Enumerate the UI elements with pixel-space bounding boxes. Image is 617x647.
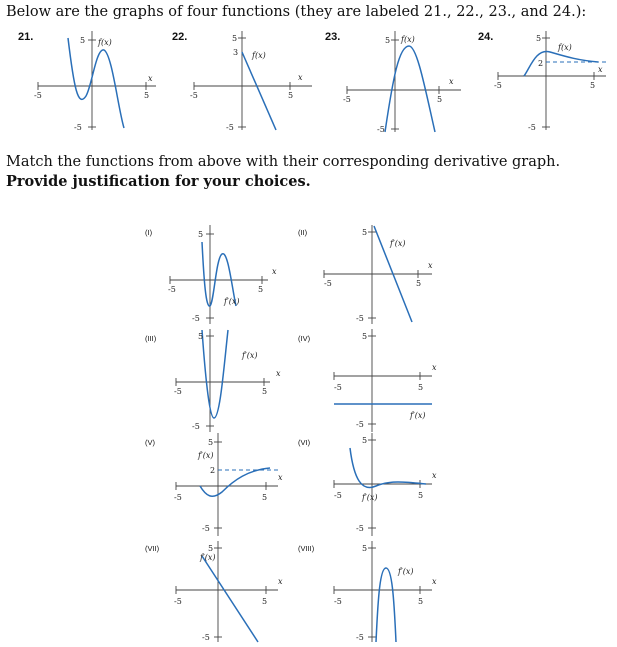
tick-label-x-neg: -5 xyxy=(174,597,182,606)
function-graph-23 xyxy=(343,28,471,134)
derivative-graph-VI xyxy=(320,430,450,538)
graph-label-IV: (IV) xyxy=(298,334,311,343)
axis-label-x: x xyxy=(278,473,283,482)
tick-label-y-neg: -5 xyxy=(356,314,364,323)
curve-label: f′(x) xyxy=(390,239,406,248)
curve-label: f′(x) xyxy=(198,451,214,460)
curve-label: f′(x) xyxy=(200,553,216,562)
derivative-graph-I xyxy=(166,222,296,326)
derivative-graph-II xyxy=(320,222,450,326)
tick-label-y-pos: 5 xyxy=(362,436,368,445)
tick-label-y-neg: -5 xyxy=(356,633,364,642)
axis-label-x: x xyxy=(428,261,433,270)
tick-label-x-neg: -5 xyxy=(190,91,198,100)
axis-label-x: x xyxy=(432,363,437,372)
tick-label-y-pos: 5 xyxy=(536,34,542,43)
function-graph-22 xyxy=(190,28,318,132)
graph-label-I: (I) xyxy=(145,228,153,237)
tick-label-x-pos: 5 xyxy=(262,597,268,606)
axis-label-x: x xyxy=(278,577,283,586)
tick-label-y-pos: 5 xyxy=(208,544,214,553)
derivative-curve xyxy=(376,568,396,642)
curve-label: f(x) xyxy=(98,38,112,47)
tick-label-x-pos: 5 xyxy=(418,383,424,392)
tick-label-x-pos: 5 xyxy=(418,597,424,606)
tick-label-y-neg: -5 xyxy=(356,420,364,429)
axis-label-x: x xyxy=(148,74,153,83)
tick-label-y-pos: 5 xyxy=(385,36,391,45)
derivative-graph-III xyxy=(166,326,296,434)
graph-label-V: (V) xyxy=(145,438,155,447)
graph-label-II: (II) xyxy=(298,228,308,237)
axis-label-x: x xyxy=(432,471,437,480)
tick-label-y-neg: -5 xyxy=(226,123,234,132)
axis-label-x: x xyxy=(272,267,277,276)
tick-label-x-neg: -5 xyxy=(34,91,42,100)
axis-label-x: x xyxy=(432,577,437,586)
graph-label-22: 22. xyxy=(172,31,188,43)
derivative-graph-IV xyxy=(320,326,450,434)
intercept-label: 3 xyxy=(233,48,239,57)
tick-label-y-neg: -5 xyxy=(528,123,536,132)
asymptote-value: 2 xyxy=(210,466,216,475)
tick-label-x-pos: 5 xyxy=(262,387,268,396)
tick-label-y-pos: 5 xyxy=(80,36,86,45)
tick-label-y-neg: -5 xyxy=(377,125,385,134)
graph-label-VII: (VII) xyxy=(145,544,160,553)
tick-label-x-neg: -5 xyxy=(334,491,342,500)
derivative-curve xyxy=(202,556,258,642)
tick-label-y-neg: -5 xyxy=(356,524,364,533)
curve-label: f′(x) xyxy=(410,411,426,420)
graph-label-21: 21. xyxy=(18,31,34,43)
curve-label: f(x) xyxy=(558,43,572,52)
curve-label: f′(x) xyxy=(242,351,258,360)
asymptote-value: 2 xyxy=(538,59,544,68)
axis-label-x: x xyxy=(298,73,303,82)
tick-label-x-neg: -5 xyxy=(334,597,342,606)
graph-label-III: (III) xyxy=(145,334,157,343)
tick-label-x-pos: 5 xyxy=(288,91,294,100)
graph-label-23: 23. xyxy=(325,31,341,43)
curve-label: f′(x) xyxy=(224,297,240,306)
tick-label-y-neg: -5 xyxy=(202,633,210,642)
curve-label: f′(x) xyxy=(398,567,414,576)
tick-label-y-pos: 5 xyxy=(198,230,204,239)
tick-label-x-neg: -5 xyxy=(494,81,502,90)
function-graph-21 xyxy=(34,28,162,132)
prompt-text: Match the functions from above with their corresponding derivative graph. Provide justification for your choices. xyxy=(6,154,561,190)
derivative-curve xyxy=(202,330,228,418)
function-curve xyxy=(385,46,435,132)
graph-label-24: 24. xyxy=(478,31,494,43)
axis-label-x: x xyxy=(598,65,603,74)
tick-label-y-pos: 5 xyxy=(362,228,368,237)
tick-label-x-pos: 5 xyxy=(416,279,422,288)
axis-label-x: x xyxy=(276,369,281,378)
function-graph-24 xyxy=(494,28,612,132)
function-curve xyxy=(524,51,598,76)
tick-label-x-neg: -5 xyxy=(168,285,176,294)
tick-label-x-neg: -5 xyxy=(324,279,332,288)
tick-label-y-pos: 5 xyxy=(198,332,204,341)
tick-label-x-pos: 5 xyxy=(262,493,268,502)
tick-label-x-neg: -5 xyxy=(334,383,342,392)
function-curve xyxy=(68,38,124,128)
tick-label-x-neg: -5 xyxy=(174,493,182,502)
intro-text: Below are the graphs of four functions (they are labeled 21., 22., 23., and 24.): xyxy=(6,4,587,20)
derivative-curve xyxy=(350,448,426,487)
curve-label: f(x) xyxy=(401,35,415,44)
derivative-graph-VII xyxy=(166,538,296,644)
tick-label-y-pos: 5 xyxy=(362,332,368,341)
graph-label-VI: (VI) xyxy=(298,438,311,447)
curve-label: f′(x) xyxy=(362,493,378,502)
tick-label-x-neg: -5 xyxy=(174,387,182,396)
graph-label-VIII: (VIII) xyxy=(298,544,315,553)
prompt-bold: Provide justification for your choices. xyxy=(6,173,311,190)
derivative-graph-VIII xyxy=(320,538,450,644)
tick-label-y-neg: -5 xyxy=(192,422,200,431)
curve-label: f(x) xyxy=(252,51,266,60)
tick-label-y-neg: -5 xyxy=(202,524,210,533)
tick-label-x-pos: 5 xyxy=(258,285,264,294)
function-curve xyxy=(242,52,276,130)
tick-label-x-pos: 5 xyxy=(437,95,443,104)
axis-label-x: x xyxy=(449,77,454,86)
tick-label-y-pos: 5 xyxy=(362,544,368,553)
tick-label-x-pos: 5 xyxy=(590,81,596,90)
tick-label-y-pos: 5 xyxy=(208,438,214,447)
tick-label-x-pos: 5 xyxy=(144,91,150,100)
tick-label-x-neg: -5 xyxy=(343,95,351,104)
tick-label-y-pos: 5 xyxy=(232,34,238,43)
derivative-graph-V xyxy=(166,430,296,538)
tick-label-x-pos: 5 xyxy=(418,491,424,500)
tick-label-y-neg: -5 xyxy=(192,314,200,323)
tick-label-y-neg: -5 xyxy=(74,123,82,132)
